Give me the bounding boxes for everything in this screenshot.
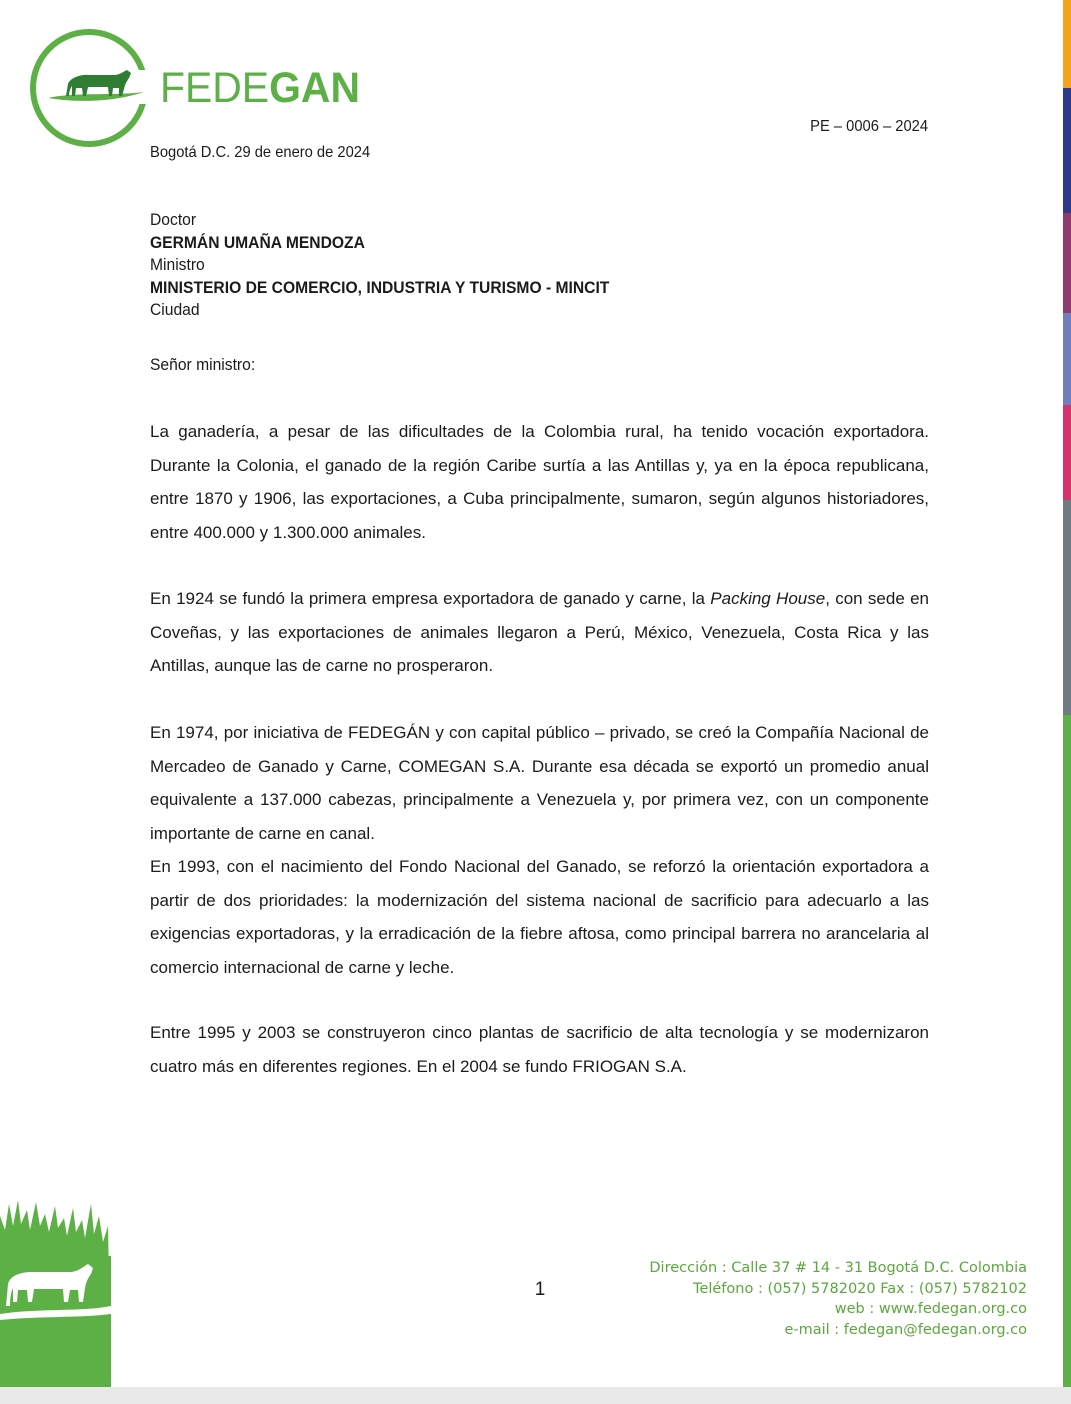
- paragraph-4-text: En 1993, con el nacimiento del Fondo Nacional del Ganado, se reforzó la orientación exportadora a partir de dos prioridades: la modernización del sistema nacional de sacrificio para adecuarlo a las exigencias exportadoras, y la erradicación de la fiebre aftosa, como principal barrera no arancelaria al comercio internacional de carne y leche.: [150, 857, 929, 977]
- packing-house-italic: Packing House: [710, 589, 826, 608]
- footer-address: Dirección : Calle 37 # 14 - 31 Bogotá D.C. Colombia: [649, 1260, 1027, 1276]
- paragraph-5: [150, 1016, 929, 1083]
- letter-date: Bogotá D.C. 29 de enero de 2024: [150, 144, 371, 161]
- addressee-city: Ciudad: [150, 300, 200, 319]
- scan-bottom-band: [0, 1387, 1071, 1404]
- addressee-block: [150, 209, 649, 322]
- addressee-organization: MINISTERIO DE COMERCIO, INDUSTRIA Y TURISMO - MINCIT: [150, 277, 610, 297]
- paragraph-2: [150, 582, 929, 683]
- page-number: 1: [534, 1279, 546, 1300]
- grass-cow-footer-graphic: [0, 1196, 125, 1388]
- paragraph-1: [150, 415, 929, 549]
- addressee-position: Ministro: [150, 255, 205, 274]
- salutation: Señor ministro:: [150, 355, 256, 374]
- paragraph-2-text: En 1924 se fundó la primera empresa exportadora de ganado y carne, la Packing House, con sede en Coveñas, y las exportaciones de animales llegaron a Perú, México, Venezuela, Costa Rica y las Antillas, aunque las de carne no prosperaron.: [150, 589, 929, 675]
- document-reference: PE – 0006 – 2024: [810, 118, 928, 135]
- svg-text:FEDEGAN: FEDEGAN: [160, 64, 365, 112]
- addressee-name: GERMÁN UMAÑA MENDOZA: [150, 232, 365, 252]
- addressee-title: Doctor: [150, 210, 197, 229]
- paragraph-3-text: En 1974, por iniciativa de FEDEGÁN y con capital público – privado, se creó la Compañía Nacional de Mercadeo de Ganado y Carne, COMEGAN S.A. Durante esa década se exportó un promedio anual equivalente a 137.000 cabezas, principalmente a Venezuela y, por primera vez, con un componente importante de carne en canal.: [150, 723, 929, 843]
- paragraph-1-text: La ganadería, a pesar de las dificultades de la Colombia rural, ha tenido vocación exportadora. Durante la Colonia, el ganado de la región Caribe surtía a las Antillas y, ya en la época republicana, entre 1870 y 1906, las exportaciones, a Cuba principalmente, sumaron, según algunos historiadores, entre 400.000 y 1.300.000 animales.: [150, 422, 929, 542]
- footer-phone: Teléfono : (057) 5782020 Fax : (057) 5782102: [693, 1280, 1027, 1297]
- paragraph-4: [150, 850, 929, 984]
- paragraph-5-text: Entre 1995 y 2003 se construyeron cinco plantas de sacrificio de alta tecnología y se modernizaron cuatro más en diferentes regiones. En el 2004 se fundo FRIOGAN S.A.: [150, 1023, 929, 1076]
- footer-contact: [649, 1258, 1027, 1340]
- footer-email: e-mail : fedegan@fedegan.org.co: [784, 1321, 1027, 1338]
- paragraph-3: [150, 716, 929, 850]
- footer-web: web : www.fedegan.org.co: [834, 1301, 1027, 1317]
- color-edge-stripe: [1063, 0, 1071, 1390]
- fedegan-logo: [28, 26, 373, 151]
